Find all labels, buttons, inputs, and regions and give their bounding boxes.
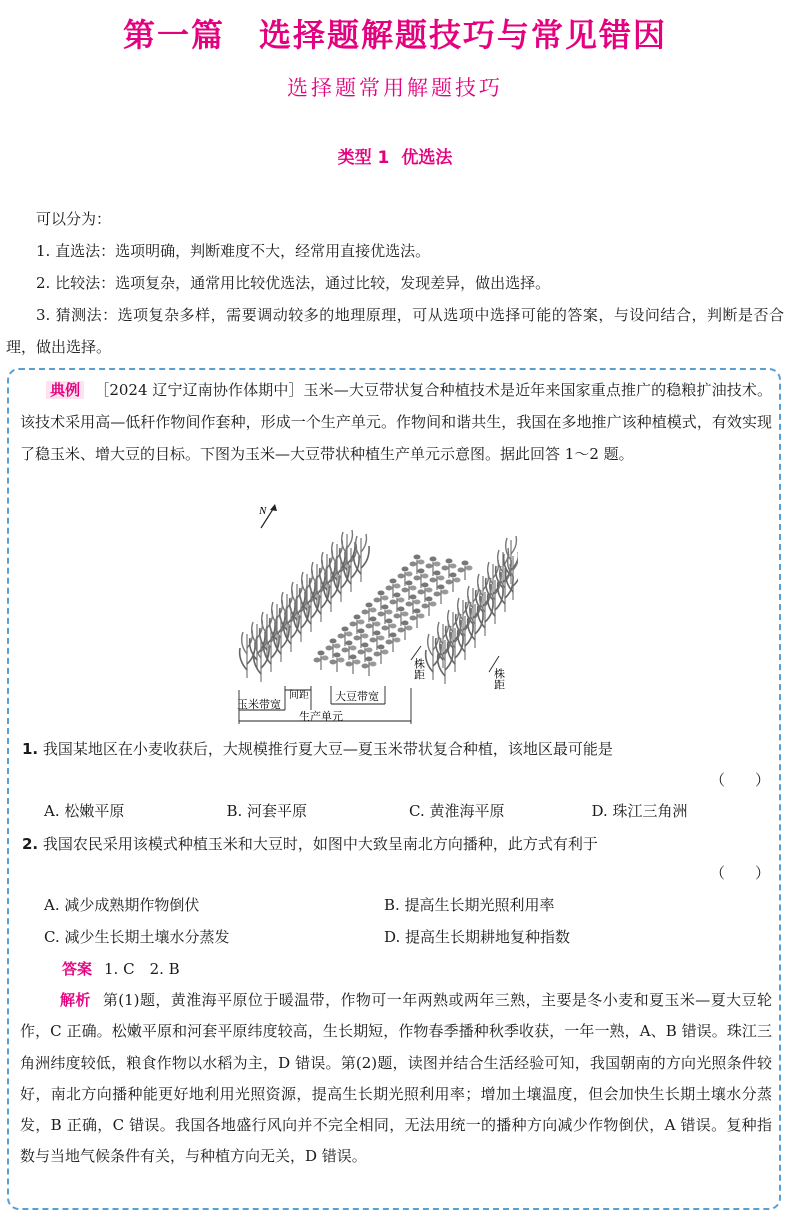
analysis-label: 解析 bbox=[60, 991, 91, 1009]
intro-section bbox=[6, 203, 784, 363]
question-stem: 我国某地区在小麦收获后，大规模推行夏大豆—夏玉米带状复合种植，该地区最可能是 bbox=[42, 740, 613, 758]
option-c: C. 黄淮海平原 bbox=[409, 802, 505, 820]
question-2-options-row-2 bbox=[44, 926, 774, 947]
question-1 bbox=[22, 734, 778, 764]
answer-blank: （ ） bbox=[709, 864, 770, 882]
answer-blank: （ ） bbox=[709, 771, 770, 789]
spacing-label: 间距 bbox=[289, 690, 309, 701]
soy-width-label: 大豆带宽 bbox=[335, 690, 379, 703]
option-d: D. 提高生长期耕地复种指数 bbox=[384, 928, 571, 946]
example-text: 玉米—大豆带状复合种植技术是近年来国家重点推广的稳粮扩油技术。该技术采用高—低秆作物间作套种，形成一个生产单元。作物间和谐共生，我国在多地推广该种植模式，有效实现了稳玉米、增大豆的目标。下图为玉米—大豆带状种植生产单元示意图。据此回答 1～2 题。 bbox=[20, 381, 772, 463]
unit-label: 生产单元 bbox=[299, 710, 343, 723]
example-paragraph bbox=[20, 374, 772, 470]
question-2-options-row-1 bbox=[44, 894, 774, 915]
analysis-paragraph bbox=[20, 985, 772, 1173]
north-arrow bbox=[258, 504, 277, 528]
plant-spacing-label: 株距 bbox=[412, 658, 426, 680]
plant-spacing-label: 株距 bbox=[492, 668, 506, 690]
corn-width-label: 玉米带宽 bbox=[237, 698, 281, 711]
answer-line bbox=[62, 958, 180, 979]
answer-text: 1. C 2. B bbox=[104, 960, 180, 978]
analysis-text: 第(1)题，黄淮海平原位于暖温带，作物可一年两熟或两年三熟，主要是冬小麦和夏玉米—夏大豆轮作，C 正确。松嫩平原和河套平原纬度较高，生长期短，作物春季播种秋季收获，一年一熟，A、B 错误。珠江三角洲纬度较低，粮食作物以水稻为主，D 错误。第(2)题，读图并结合生活经验可知，我国朝南的方向光照条件较好，南北方向播种能更好地利用光照资源，提高生长期光照利用率；增加土壤温度，但会加快生长期土壤水分蒸发，B 正确，C 错误。我国各地盛行风向并不完全相同，无法用统一的播种方向减少作物倒伏，A 错误。复种指数与当地气候条件有关，与种植方向无关，D 错误。 bbox=[20, 991, 772, 1166]
type-title bbox=[0, 143, 790, 168]
question-number: 2. bbox=[22, 835, 39, 853]
question-2 bbox=[22, 829, 778, 859]
corn-strip-right bbox=[426, 536, 518, 684]
option-b: B. 提高生长期光照利用率 bbox=[384, 896, 555, 914]
type-name: 优选法 bbox=[401, 148, 453, 168]
option-a: A. 减少成熟期作物倒伏 bbox=[44, 896, 200, 914]
intro-item: 1. 直选法：选项明确，判断难度不大，经常用直接优选法。 bbox=[36, 242, 431, 260]
example-source: ［2024 辽宁辽南协作体期中］ bbox=[94, 381, 304, 399]
question-number: 1. bbox=[22, 740, 39, 758]
north-label: N bbox=[259, 505, 267, 517]
answer-label: 答案 bbox=[62, 960, 93, 978]
option-c: C. 减少生长期土壤水分蒸发 bbox=[44, 928, 230, 946]
option-b: B. 河套平原 bbox=[226, 802, 308, 820]
example-tag: 典例 bbox=[46, 381, 84, 399]
chapter-title: 第一篇 选择题解题技巧与常见错因 bbox=[122, 16, 667, 54]
question-stem: 我国农民采用该模式种植玉米和大豆时，如图中大致呈南北方向播种，此方式有利于 bbox=[42, 835, 598, 853]
question-1-options bbox=[44, 800, 774, 821]
corn-strip-left bbox=[240, 530, 369, 682]
intro-lead: 可以分为： bbox=[36, 210, 112, 228]
planting-unit-figure bbox=[233, 500, 518, 726]
section-title: 选择题常用解题技巧 bbox=[287, 76, 503, 100]
type-label: 类型 1 bbox=[337, 148, 390, 168]
option-d: D. 珠江三角洲 bbox=[591, 802, 688, 820]
option-a: A. 松嫩平原 bbox=[44, 802, 125, 820]
intro-item: 2. 比较法：选项复杂，通常用比较优选法，通过比较，发现差异，做出选择。 bbox=[36, 274, 551, 292]
intro-item: 3. 猜测法：选项复杂多样，需要调动较多的地理原理，可从选项中选择可能的答案，与设问结合，判断是否合理，做出选择。 bbox=[6, 306, 784, 356]
